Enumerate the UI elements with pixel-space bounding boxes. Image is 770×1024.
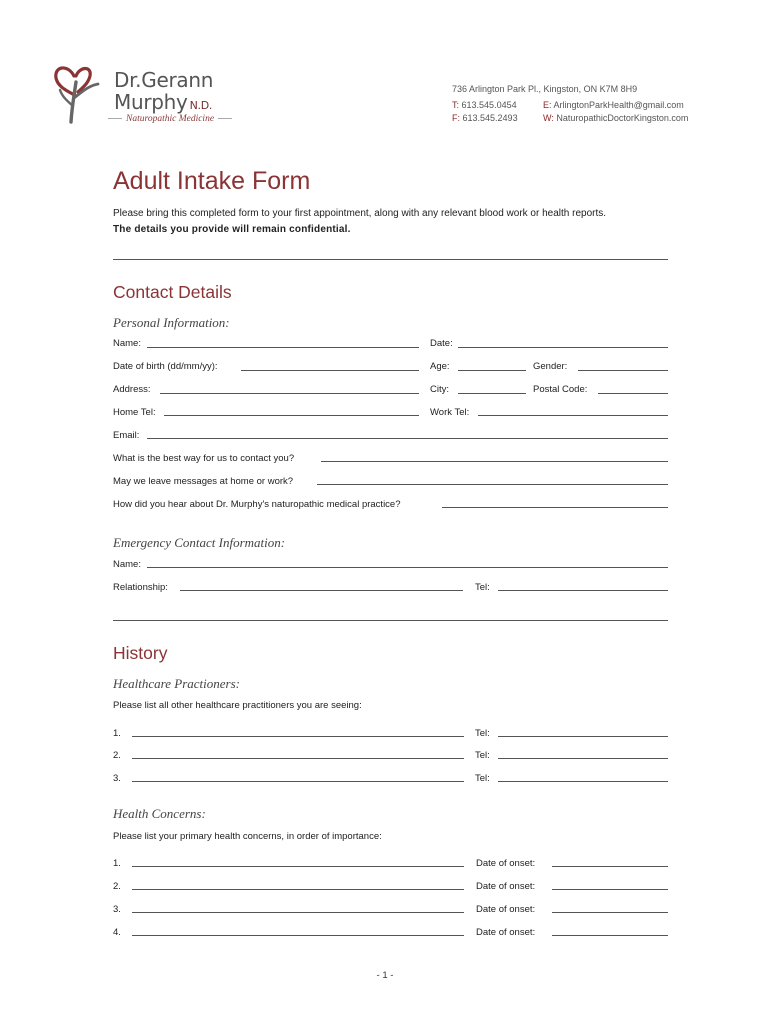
personal-info-heading: Personal Information: [113, 315, 230, 330]
section-divider [113, 620, 668, 621]
section-divider [113, 259, 668, 260]
name-label: Name: [113, 338, 141, 349]
logo-tagline: Naturopathic Medicine [104, 114, 224, 124]
postal-code-field[interactable] [598, 393, 668, 394]
fax-label: F: [452, 113, 460, 123]
concern-number: 2. [113, 881, 121, 892]
practitioner-tel-label: Tel: [475, 750, 490, 761]
logo-surname: Murphy [114, 90, 188, 114]
contact-address: 736 Arlington Park Pl., Kingston, ON K7M 8H9 [452, 84, 638, 94]
contact-web [543, 112, 688, 125]
health-concerns-heading: Health Concerns: [113, 806, 206, 821]
age-field[interactable] [458, 370, 526, 371]
onset-field[interactable] [552, 912, 668, 913]
contact-details-heading: Contact Details [113, 282, 232, 302]
address-label: Address: [113, 384, 151, 395]
practitioner-name-field[interactable] [132, 736, 464, 737]
page-number: - 1 - [376, 970, 394, 981]
messages-label: May we leave messages at home or work? [113, 476, 294, 487]
practitioner-name-field[interactable] [132, 758, 464, 759]
concern-field[interactable] [132, 912, 464, 913]
practitioner-tel-label: Tel: [475, 728, 490, 739]
practitioner-tel-field[interactable] [498, 758, 668, 759]
phone-value: 613.545.0454 [461, 100, 517, 110]
practitioner-number: 2. [113, 750, 121, 761]
email-label-field: Email: [113, 430, 140, 441]
relationship-field[interactable] [180, 590, 463, 591]
relationship-label: Relationship: [113, 582, 168, 593]
onset-label: Date of onset: [476, 927, 536, 938]
practitioners-heading: Healthcare Practioners: [113, 676, 240, 691]
concerns-prompt: Please list your primary health concerns, in order of importance: [113, 831, 382, 842]
onset-field[interactable] [552, 935, 668, 936]
logo-name-line1: Dr.Gerann [114, 68, 214, 92]
address-field[interactable] [160, 393, 419, 394]
emergency-tel-field[interactable] [498, 590, 668, 591]
email-label: E: [543, 100, 552, 110]
date-field[interactable] [458, 347, 668, 348]
intro-text: Please bring this completed form to your first appointment, along with any relevant blood work or health reports. [113, 208, 607, 219]
work-tel-label: Work Tel: [430, 407, 470, 418]
gender-field[interactable] [578, 370, 668, 371]
date-label: Date: [430, 338, 453, 349]
home-tel-label: Home Tel: [113, 407, 156, 418]
emergency-name-field[interactable] [147, 567, 668, 568]
contact-email [543, 99, 684, 112]
practitioner-tel-field[interactable] [498, 781, 668, 782]
logo-suffix: N.D. [189, 99, 213, 112]
age-label: Age: [430, 361, 450, 372]
gender-label: Gender: [533, 361, 568, 372]
practitioner-number: 1. [113, 728, 121, 739]
phone-label: T: [452, 100, 460, 110]
practitioner-number: 3. [113, 773, 121, 784]
postal-code-label: Postal Code: [533, 384, 588, 395]
practice-logo [52, 62, 232, 132]
emergency-tel-label: Tel: [475, 582, 490, 593]
web-value[interactable]: NaturopathicDoctorKingston.com [556, 113, 689, 123]
practitioner-tel-field[interactable] [498, 736, 668, 737]
emergency-name-label: Name: [113, 559, 141, 570]
city-label: City: [430, 384, 449, 395]
logo-name-line2 [114, 92, 212, 116]
fax-value: 613.545.2493 [462, 113, 518, 123]
heart-tree-icon [52, 62, 104, 126]
onset-field[interactable] [552, 889, 668, 890]
onset-field[interactable] [552, 866, 668, 867]
practitioners-prompt: Please list all other healthcare practitioners you are seeing: [113, 700, 362, 711]
referral-label: How did you hear about Dr. Murphy's naturopathic medical practice? [113, 499, 401, 510]
email-value[interactable]: ArlingtonParkHealth@gmail.com [553, 100, 684, 110]
contact-fax [452, 112, 518, 125]
city-field[interactable] [458, 393, 526, 394]
contact-phone [452, 99, 517, 112]
concern-number: 3. [113, 904, 121, 915]
concern-number: 1. [113, 858, 121, 869]
dob-label: Date of birth (dd/mm/yy): [113, 361, 218, 372]
best-contact-label: What is the best way for us to contact you? [113, 453, 295, 464]
concern-field[interactable] [132, 889, 464, 890]
practitioner-tel-label: Tel: [475, 773, 490, 784]
concern-field[interactable] [132, 935, 464, 936]
onset-label: Date of onset: [476, 858, 536, 869]
referral-field[interactable] [442, 507, 668, 508]
onset-label: Date of onset: [476, 904, 536, 915]
history-heading: History [113, 643, 168, 663]
messages-field[interactable] [317, 484, 668, 485]
email-field[interactable] [147, 438, 668, 439]
concern-field[interactable] [132, 866, 464, 867]
emergency-heading: Emergency Contact Information: [113, 535, 286, 550]
concern-number: 4. [113, 927, 121, 938]
confidential-note: The details you provide will remain confidential. [113, 224, 351, 235]
page-title: Adult Intake Form [113, 167, 311, 195]
best-contact-field[interactable] [321, 461, 668, 462]
home-tel-field[interactable] [164, 415, 419, 416]
name-field[interactable] [147, 347, 419, 348]
work-tel-field[interactable] [478, 415, 668, 416]
dob-field[interactable] [241, 370, 419, 371]
practitioner-name-field[interactable] [132, 781, 464, 782]
onset-label: Date of onset: [476, 881, 536, 892]
web-label: W: [543, 113, 554, 123]
